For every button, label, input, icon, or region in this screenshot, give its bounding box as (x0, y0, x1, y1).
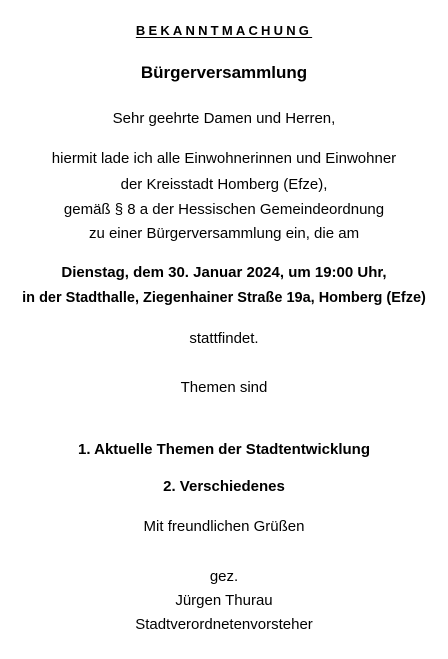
topic-item: 2. Verschiedenes (163, 478, 285, 495)
notice-heading: BEKANNTMACHUNG (135, 23, 313, 38)
location-line: in der Stadthalle, Ziegenhainer Straße 19a, Homberg (Efze) (22, 290, 426, 306)
takes-place-text: stattfindet. (189, 330, 259, 347)
intro-line: zu einer Bürgerversammlung ein, die am (88, 225, 360, 242)
topic-item: 1. Aktuelle Themen der Stadtentwicklung (77, 441, 370, 458)
intro-line: gemäß § 8 a der Hessischen Gemeindeordnung (63, 201, 385, 218)
notice-title: Bürgerversammlung (140, 63, 308, 82)
intro-line: der Kreisstadt Homberg (Efze), (120, 176, 328, 193)
salutation: Sehr geehrte Damen und Herren, (112, 110, 336, 127)
signer-name: Jürgen Thurau (175, 592, 273, 609)
topics-intro: Themen sind (180, 379, 268, 396)
signed-abbreviation: gez. (209, 568, 239, 585)
intro-line: hiermit lade ich alle Einwohnerinnen und Einwohner (51, 150, 397, 167)
signer-title: Stadtverordnetenvorsteher (135, 616, 313, 633)
date-time-line: Dienstag, dem 30. Januar 2024, um 19:00 Uhr, (61, 264, 387, 281)
closing-text: Mit freundlichen Grüßen (143, 518, 305, 535)
